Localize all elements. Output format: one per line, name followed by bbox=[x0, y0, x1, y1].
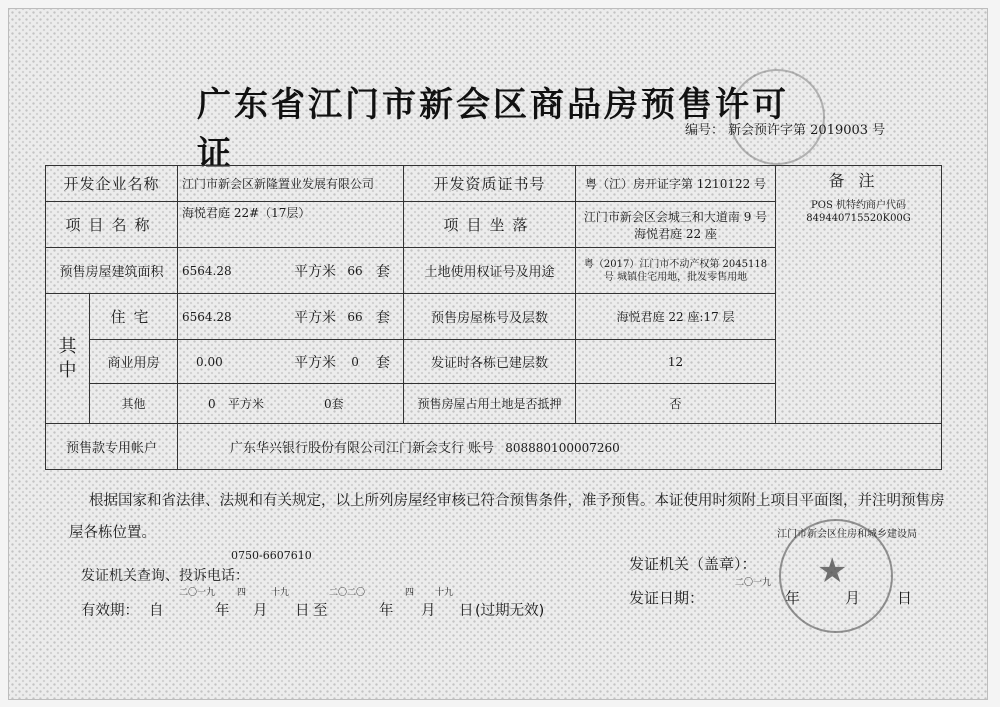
qizhong-label: 其中 bbox=[46, 294, 90, 424]
complaint-label: 发证机关查询、投诉电话： bbox=[81, 568, 249, 584]
validity-to: 至 bbox=[313, 603, 328, 619]
issuer-org: 江门市新会区住房和城乡建设局 bbox=[777, 529, 917, 540]
phone-number: 0750-6607610 bbox=[231, 549, 312, 562]
built-label: 发证时各栋已建层数 bbox=[404, 340, 576, 384]
mortgage-value: 否 bbox=[576, 384, 776, 424]
validity-yue2: 月 bbox=[421, 603, 436, 619]
issue-date-label: 发证日期： bbox=[629, 589, 705, 607]
residential-cell bbox=[178, 294, 404, 340]
validity-day2: 十九 bbox=[435, 588, 454, 598]
area-cell bbox=[178, 248, 404, 294]
area-count: 66 bbox=[347, 263, 363, 278]
validity-ri2: 日 bbox=[459, 603, 474, 619]
account-number: 808880100007260 bbox=[505, 441, 620, 455]
qual-value: 粤（江）房开证字第 1210122 号 bbox=[576, 166, 776, 202]
validity-nian2: 年 bbox=[379, 603, 394, 619]
validity-ri1: 日 bbox=[295, 603, 310, 619]
validity-expired: (过期无效) bbox=[475, 603, 545, 619]
area-unit: 平方米 bbox=[294, 263, 337, 280]
residential-label: 住宅 bbox=[90, 294, 178, 340]
validity-nian1: 年 bbox=[215, 603, 230, 619]
star-icon: ★ bbox=[817, 551, 848, 591]
validity-month2: 四 bbox=[405, 588, 415, 598]
validity-label: 有效期： bbox=[81, 603, 139, 619]
validity-month1: 四 bbox=[237, 588, 247, 598]
area-set-unit: 套 bbox=[376, 263, 391, 280]
remarks-code: 849440715520K00G bbox=[806, 213, 911, 224]
notice-paragraph: 根据国家和省法律、法规和有关规定，以上所列房屋经审核已符合预售条件，准予预售。本证使用时须附上项目平面图，并注明预售房屋各栋位置。 bbox=[69, 493, 945, 541]
area-label: 预售房屋建筑面积 bbox=[46, 248, 178, 294]
account-cell bbox=[178, 424, 942, 470]
residential-area: 6564.28 bbox=[182, 309, 232, 324]
qual-label: 开发资质证书号 bbox=[404, 166, 576, 202]
residential-count: 66 bbox=[347, 309, 363, 324]
remarks-text: POS 机特约商户代码 bbox=[811, 200, 906, 211]
building-value: 海悦君庭 22 座:17 层 bbox=[576, 294, 776, 340]
validity-from: 自 bbox=[149, 603, 164, 619]
remarks-cell bbox=[776, 166, 942, 424]
issue-yue: 月 bbox=[845, 589, 861, 607]
area-value: 6564.28 bbox=[182, 263, 232, 278]
location-label: 项目坐落 bbox=[404, 202, 576, 248]
commercial-label: 商业用房 bbox=[90, 340, 178, 384]
table-row bbox=[46, 166, 942, 202]
commercial-unit: 平方米 bbox=[294, 354, 337, 371]
validity-day1: 十九 bbox=[271, 588, 290, 598]
mortgage-label: 预售房屋占用土地是否抵押 bbox=[404, 384, 576, 424]
built-value: 12 bbox=[576, 340, 776, 384]
other-count: 0 bbox=[324, 396, 332, 411]
commercial-set-unit: 套 bbox=[376, 354, 391, 371]
certificate-number bbox=[685, 119, 885, 138]
project-value: 海悦君庭 22#（17层） bbox=[178, 202, 404, 248]
residential-set-unit: 套 bbox=[376, 309, 391, 326]
official-seal bbox=[779, 519, 893, 633]
validity-year1: 二〇一九 bbox=[179, 588, 216, 598]
issue-ri: 日 bbox=[897, 589, 913, 607]
issue-year: 二〇一九 bbox=[735, 578, 772, 588]
other-label: 其他 bbox=[90, 384, 178, 424]
cert-no-label: 编号： bbox=[685, 123, 725, 138]
location-value: 江门市新会区会城三和大道南 9 号海悦君庭 22 座 bbox=[576, 202, 776, 248]
land-value: 粤（2017）江门市不动产权第 2045118 号 城镇住宅用地，批发零售用地 bbox=[576, 248, 776, 294]
commercial-cell bbox=[178, 340, 404, 384]
residential-unit: 平方米 bbox=[294, 309, 337, 326]
other-unit: 平方米 bbox=[228, 397, 265, 411]
developer-label: 开发企业名称 bbox=[46, 166, 178, 202]
building-label: 预售房屋栋号及层数 bbox=[404, 294, 576, 340]
issue-nian: 年 bbox=[785, 589, 801, 607]
document-title: 广东省江门市新会区商品房预售许可证 bbox=[197, 85, 789, 174]
remarks-label: 备注 bbox=[828, 171, 889, 190]
commercial-area: 0.00 bbox=[196, 354, 223, 369]
project-label: 项目名称 bbox=[46, 202, 178, 248]
account-value: 广东华兴银行股份有限公司江门新会支行 账号 bbox=[230, 441, 495, 456]
table-row bbox=[46, 424, 942, 470]
issuer-label: 发证机关（盖章）： bbox=[629, 555, 757, 573]
certificate-paper bbox=[8, 8, 988, 700]
other-cell bbox=[178, 384, 404, 424]
account-label: 预售款专用帐户 bbox=[46, 424, 178, 470]
validity-yue1: 月 bbox=[253, 603, 268, 619]
permit-table bbox=[45, 165, 942, 470]
cert-no-value: 新会预许字第 2019003 号 bbox=[728, 123, 886, 138]
commercial-count: 0 bbox=[351, 354, 359, 369]
other-area: 0 bbox=[208, 396, 216, 411]
developer-value: 江门市新会区新隆置业发展有限公司 bbox=[178, 166, 404, 202]
land-label: 土地使用权证号及用途 bbox=[404, 248, 576, 294]
validity-year2: 二〇二〇 bbox=[329, 588, 366, 598]
other-set-unit: 套 bbox=[331, 397, 344, 411]
